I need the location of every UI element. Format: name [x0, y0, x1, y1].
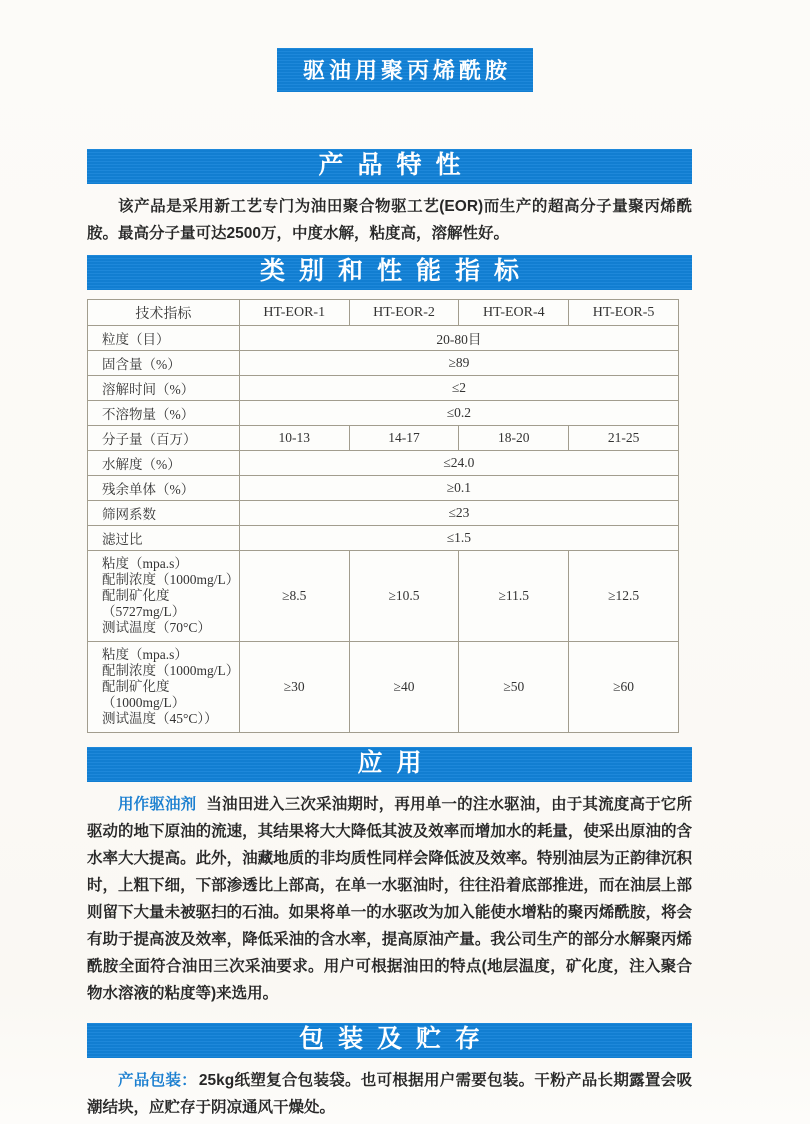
- section-heading-packaging: 包装及贮存: [87, 1023, 692, 1058]
- spec-row-label: 滤过比: [88, 526, 240, 551]
- spec-row: [88, 526, 679, 551]
- spec-row-label: 不溶物量（%）: [88, 401, 240, 426]
- page-title: 驱油用聚丙烯酰胺: [277, 48, 533, 92]
- specs-table-body: [88, 326, 679, 733]
- spec-value-cell: ≥10.5: [349, 551, 459, 642]
- spec-value-cell: 10-13: [239, 426, 349, 451]
- spec-col-header: HT-EOR-2: [349, 300, 459, 326]
- spec-row-label: 残余单体（%）: [88, 476, 240, 501]
- spec-value-cell: ≥12.5: [569, 551, 679, 642]
- spec-row: [88, 476, 679, 501]
- spec-value-cell: 20-80目: [239, 326, 678, 351]
- spec-value-cell: 14-17: [349, 426, 459, 451]
- spec-col-header: HT-EOR-1: [239, 300, 349, 326]
- spec-row-label: 分子量（百万）: [88, 426, 240, 451]
- specs-table: [87, 299, 679, 733]
- spec-col-header: HT-EOR-4: [459, 300, 569, 326]
- specs-table-head: [88, 300, 679, 326]
- spec-row: [88, 351, 679, 376]
- spec-value-cell: ≤24.0: [239, 451, 678, 476]
- spec-value-cell: ≥8.5: [239, 551, 349, 642]
- spec-row-label: 溶解时间（%）: [88, 376, 240, 401]
- spec-row: [88, 326, 679, 351]
- spec-value-cell: 21-25: [569, 426, 679, 451]
- section-heading-specs: 类别和性能指标: [87, 255, 692, 290]
- spec-value-cell: ≥40: [349, 642, 459, 733]
- application-lead: 用作驱油剂: [118, 796, 197, 813]
- spec-value-cell: ≥0.1: [239, 476, 678, 501]
- spec-col-header: HT-EOR-5: [569, 300, 679, 326]
- spec-row-label: 粘度（mpa.s） 配制浓度（1000mg/L） 配制矿化度（5727mg/L） 测试温度（70°C）: [88, 551, 240, 642]
- spec-row-label: 水解度（%）: [88, 451, 240, 476]
- spec-row: [88, 501, 679, 526]
- section-heading-features: 产品特性: [87, 149, 692, 184]
- spec-row: [88, 376, 679, 401]
- features-paragraph: 该产品是采用新工艺专门为油田聚合物驱工艺(EOR)而生产的超高分子量聚丙烯酰胺。最高分子量可达2500万，中度水解，粘度高，溶解性好。: [87, 198, 692, 242]
- document-body: [87, 149, 692, 1121]
- spec-col-header-label: 技术指标: [88, 300, 240, 326]
- spec-row: [88, 426, 679, 451]
- spec-row: [88, 551, 679, 642]
- spec-value-cell: ≤2: [239, 376, 678, 401]
- spec-row-label: 筛网系数: [88, 501, 240, 526]
- spec-value-cell: ≥89: [239, 351, 678, 376]
- spec-row-label: 粒度（目）: [88, 326, 240, 351]
- spec-value-cell: ≥60: [569, 642, 679, 733]
- spec-value-cell: ≥11.5: [459, 551, 569, 642]
- spec-value-cell: ≤23: [239, 501, 678, 526]
- spec-value-cell: 18-20: [459, 426, 569, 451]
- packaging-lead: 产品包装：: [118, 1072, 197, 1089]
- section-heading-application: 应用: [87, 747, 692, 782]
- packaging-paragraph: [87, 1067, 692, 1121]
- spec-value-cell: ≤0.2: [239, 401, 678, 426]
- application-body-text: 当油田进入三次采油期时，再用单一的注水驱油，由于其流度高于它所驱动的地下原油的流速，其结果将大大降低其波及效率而增加水的耗量，使采出原油的含水率大大提高。此外，油藏地质的非均质性同样会降低波及效率。特别油层为正韵律沉积时，上粗下细，下部渗透比上部高，在单一水驱油时，往往沿着底部推进，而在油层上部则留下大量未被驱扫的石油。如果将单一的水驱改为加入能使水增粘的聚丙烯酰胺，将会有助于提高波及效率，降低采油的含水率，提高原油产量。我公司生产的部分水解聚丙烯酰胺全面符合油田三次采油要求。用户可根据油田的特点(地层温度，矿化度，注入聚合物水溶液的粘度等)来选用。: [87, 796, 692, 1002]
- spec-value-cell: ≥30: [239, 642, 349, 733]
- spec-row-label: 固含量（%）: [88, 351, 240, 376]
- spec-row-label: 粘度（mpa.s） 配制浓度（1000mg/L） 配制矿化度（1000mg/L） 测试温度（45°C））: [88, 642, 240, 733]
- spec-value-cell: ≤1.5: [239, 526, 678, 551]
- spec-value-cell: ≥50: [459, 642, 569, 733]
- application-paragraph: [87, 791, 692, 1007]
- spec-row: [88, 642, 679, 733]
- title-row: [0, 0, 810, 92]
- spec-row: [88, 451, 679, 476]
- packaging-body-text: 25kg纸塑复合包装袋。也可根据用户需要包装。干粉产品长期露置会吸潮结块，应贮存于阴凉通风干燥处。: [87, 1072, 692, 1116]
- spec-row: [88, 401, 679, 426]
